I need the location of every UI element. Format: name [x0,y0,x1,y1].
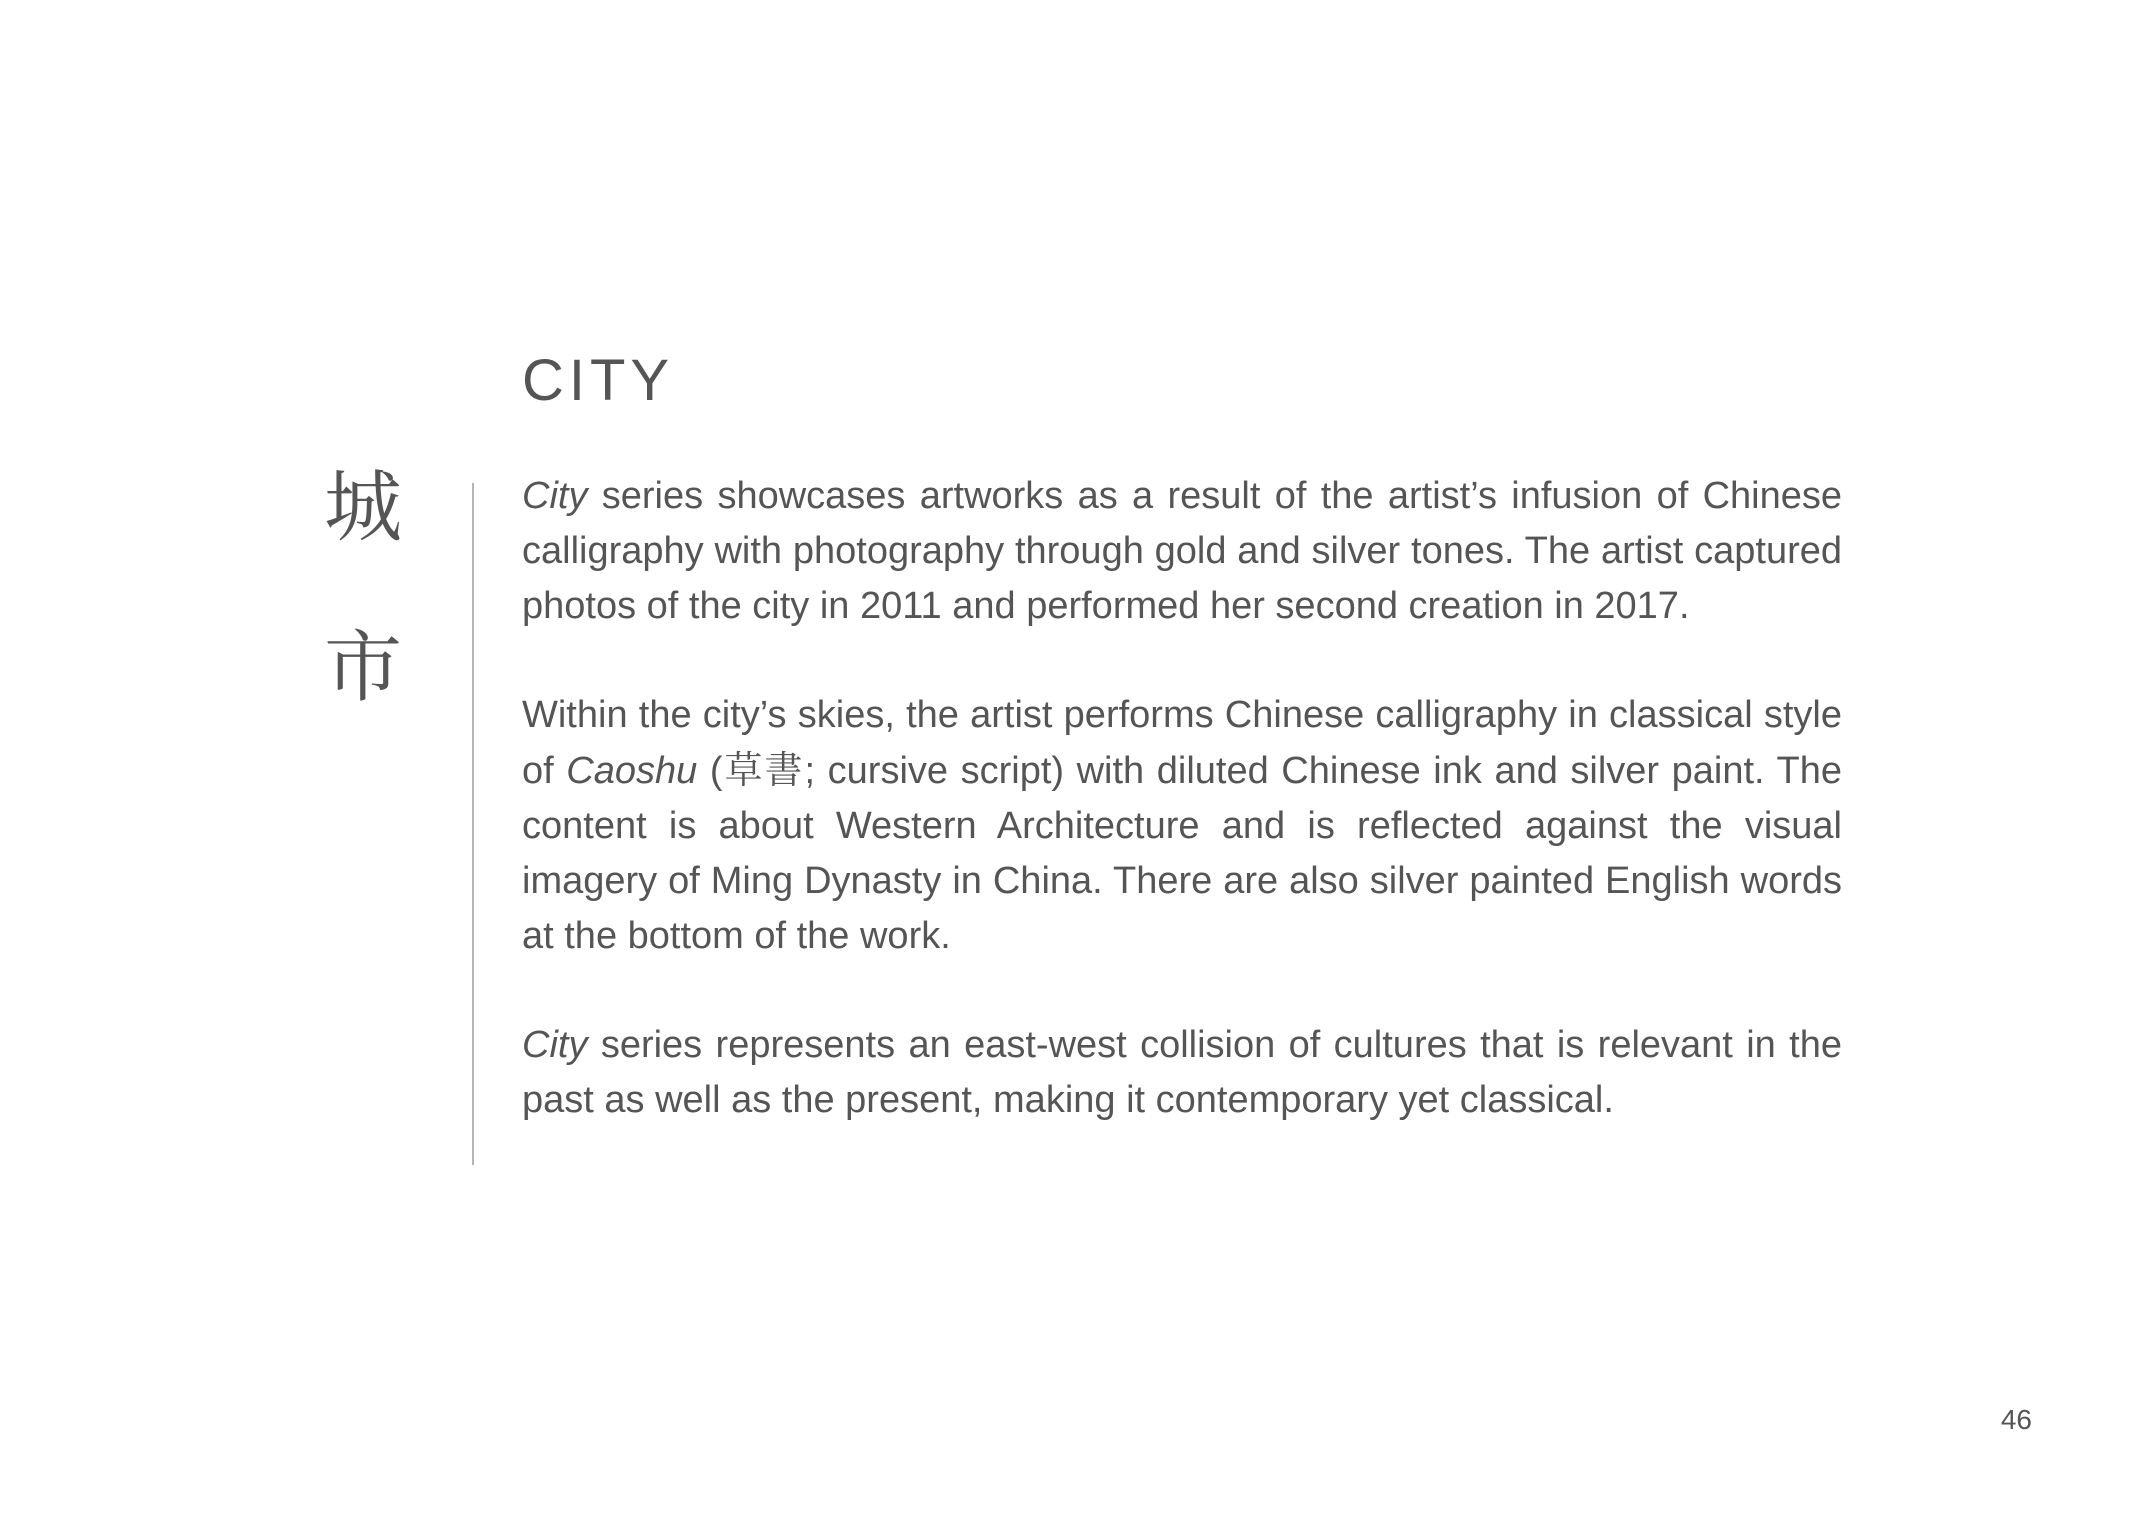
paragraph-3-text: series represents an east-west collision of cultures that is relevant in the past as well as the present, making it contemporary yet classical. [522,1024,1842,1121]
paragraph-3 [522,1018,1842,1128]
paragraph-2 [522,688,1842,964]
paragraph-1 [522,469,1842,634]
chinese-title-char-1: 城 [323,463,402,553]
paragraph-2-chinese-term: 草書 [722,748,805,792]
body-text [522,469,1842,1182]
page-number: 46 [2000,1404,2032,1435]
chinese-title-char-2: 市 [323,623,402,713]
paragraph-3-italic-title: City [522,1024,588,1066]
paragraph-2-paren-open: ( [697,750,723,792]
paragraph-1-text: series showcases artworks as a result of the artist’s infusion of Chinese calligraphy with photography through gold and silver tones. The artist captured photos of the city in 2011 and performed her second creation in 2017. [522,475,1842,627]
paragraph-2-text-a: Within the city’s skies, the artist performs Chinese calligraphy in classical style of [522,694,1842,792]
chinese-vertical-title [318,463,408,713]
paragraph-2-text-b: ; cursive script) with diluted Chinese ink and silver paint. The content is about Western Architecture and is reflected against the visual imagery of Ming Dynasty in China. There are also silver painted English words at the bottom of the work. [522,750,1842,957]
page-heading: CITY [522,348,675,413]
paragraph-1-italic-title: City [522,475,588,517]
paragraph-2-italic-term: Caoshu [566,750,698,792]
vertical-divider [472,483,474,1165]
